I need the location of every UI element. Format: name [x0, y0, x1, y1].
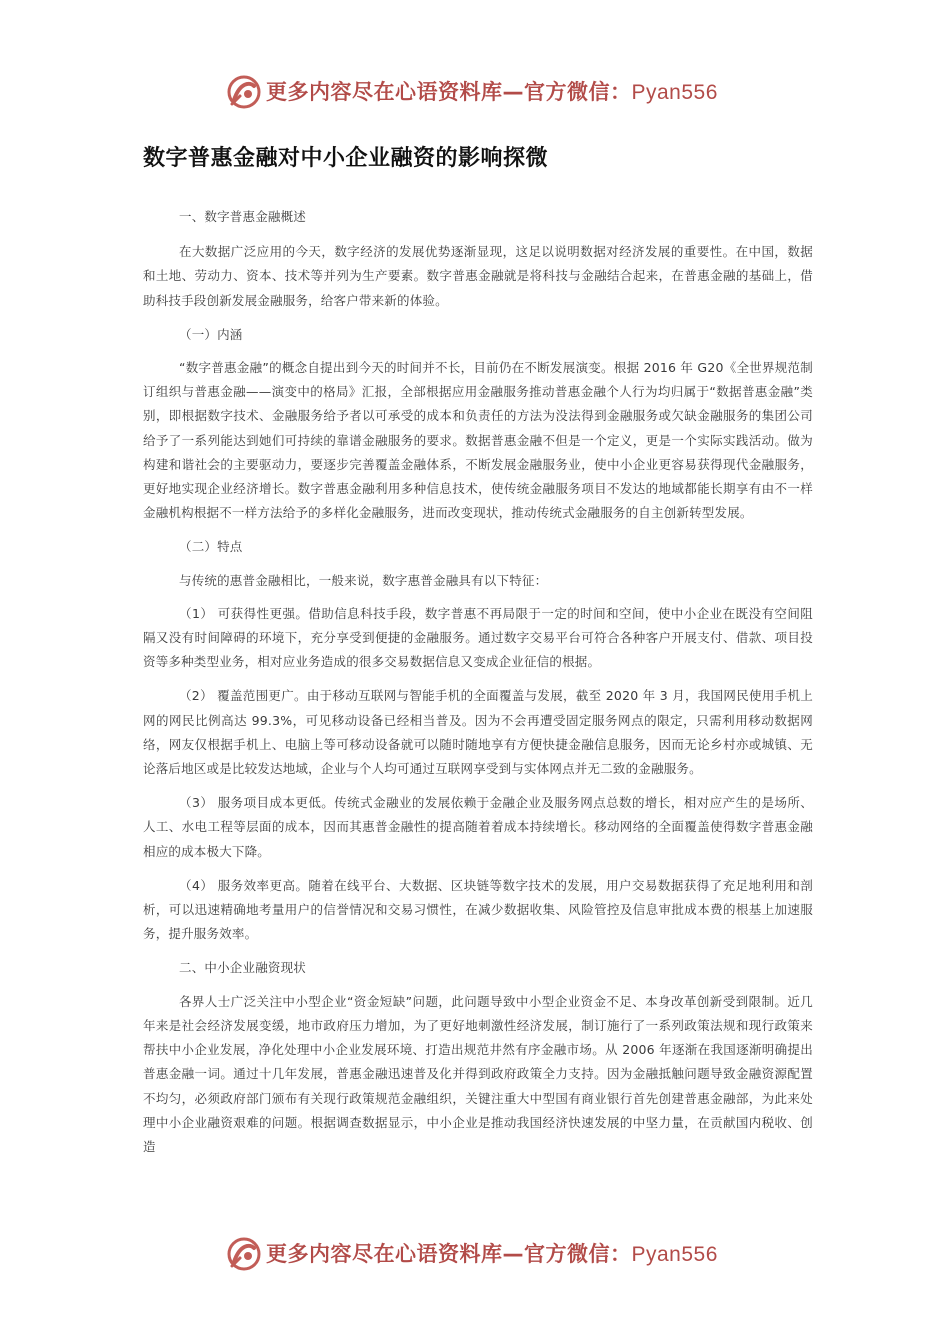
brand-logo-icon — [226, 74, 262, 110]
banner-dash: — — [502, 80, 524, 104]
banner-main-text: 更多内容尽在心语资料库 — [266, 1242, 503, 1266]
paragraph: （4） 服务效率更高。随着在线平台、大数据、区块链等数字技术的发展，用户交易数据获得了充足地利用和剖析，可以迅速精确地考量用户的信誉情况和交易习惯性，在减少数据收集、风险管控及信息审批成本费的根基上加速服务，提升服务效率。 — [143, 877, 813, 942]
banner-wechat-label: 官方微信： — [524, 1242, 632, 1266]
document-title: 数字普惠金融对中小企业融资的影响探微 — [143, 146, 549, 171]
section-heading: （二）特点 — [179, 539, 243, 555]
banner-wechat-id: Pyan556 — [631, 81, 718, 104]
document-body — [143, 205, 813, 1159]
brand-logo-icon — [226, 1236, 262, 1272]
banner-wechat-id: Pyan556 — [631, 1243, 718, 1266]
section-heading: 二、中小企业融资现状 — [179, 960, 307, 976]
banner-wechat-label: 官方微信： — [524, 80, 632, 104]
paragraph: 各界人士广泛关注中小型企业“资金短缺”问题，此问题导致中小型企业资金不足、本身改革创新受到限制。近几年来是社会经济发展变缓，地市政府压力增加，为了更好地刺激性经济发展，制订施行了一系列政策法规和现行政策来帮扶中小企业发展，净化处理中小企业发展环境、打造出规范井然有序金融市场。从 2006 年逐渐在我国逐渐明确提出普惠金融一词。通过十几年发展，普惠金融迅速普及化并得到政府政策全力支持。因为金融抵触问题导致金融资源配置不均匀，必须政府部门颁布有关现行政策规范金融组织，关键注重大中型国有商业银行首先创建普惠金融部，为此来处理中小企业融资艰难的问题。根据调查数据显示，中小企业是推动我国经济快速发展的中坚力量，在贡献国内税收、创造 — [143, 993, 813, 1154]
paragraph: （1） 可获得性更强。借助信息科技手段，数字普惠不再局限于一定的时间和空间，使中小企业在既没有空间阻隔又没有时间障碍的环境下，充分享受到便捷的金融服务。通过数字交易平台可符合各种客户开展支付、借款、项目投资等多种类型业务，相对应业务造成的很多交易数据信息又变成企业征信的根据。 — [143, 605, 813, 670]
banner-main-text: 更多内容尽在心语资料库 — [266, 80, 503, 104]
section-heading: 一、数字普惠金融概述 — [179, 209, 307, 224]
banner-text — [266, 76, 718, 106]
paragraph: （2） 覆盖范围更广。由于移动互联网与智能手机的全面覆盖与发展，截至 2020 年 3 月，我国网民使用手机上网的网民比例高达 99.3%，可见移动设备已经相当普及。因为不会再遭受固定服务网点的限定，只需利用移动数据网络，网友仅根据手机上、电脑上等可移动设备就可以随时随地享有方便快捷金融信息服务，因而无论乡村亦或城镇、无论落后地区或是比较发达地域，企业与个人均可通过互联网享受到与实体网点并无二致的金融服务。 — [143, 688, 813, 777]
banner-dash: — — [502, 1242, 524, 1266]
banner-text — [266, 1238, 718, 1268]
paragraph: （3） 服务项目成本更低。传统式金融业的发展依赖于金融企业及服务网点总数的增长，相对应产生的是场所、人工、水电工程等层面的成本，因而其惠普金融性的提高随着着成本持续增长。移动网络的全面覆盖使得数字普惠金融相应的成本极大下降。 — [143, 795, 813, 859]
footer-banner — [0, 1232, 950, 1276]
section-intro: 与传统的惠普金融相比，一般来说，数字惠普金融具有以下特征： — [179, 572, 548, 588]
paragraph: 在大数据广泛应用的今天，数字经济的发展优势逐渐显现，这足以说明数据对经济发展的重要性。在中国，数据和土地、劳动力、资本、技术等并列为生产要素。数字普惠金融就是将科技与金融结合起来，在普惠金融的基础上，借助科技手段创新发展金融服务，给客户带来新的体验。 — [143, 244, 813, 308]
section-heading: （一）内涵 — [179, 326, 243, 342]
header-banner — [0, 70, 950, 114]
paragraph: “数字普惠金融”的概念自提出到今天的时间并不长，目前仍在不断发展演变。根据 2016 年 G20《全世界规范制订组织与普惠金融——演变中的格局》汇报，全部根据应用金融服务推动普惠金融个人行为均归属于“数据普惠金融”类别，即根据数字技术、金融服务给予者以可承受的成本和负责任的方法为没法得到金融服务或欠缺金融服务的集团公司给予了一系列能达到她们可持续的靠谱金融服务的要求。数据普惠金融不但是一个定义，更是一个实际实践活动。做为构建和谐社会的主要驱动力，要逐步完善覆盖金融体系，不断发展金融服务业，使中小企业更容易获得现代金融服务，更好地实现企业经济增长。数字普惠金融利用多种信息技术，使传统金融服务项目不发达的地域都能长期享有由不一样金融机构根据不一样方法给予的多样化金融服务，进而改变现状，推动传统式金融服务的自主创新转型发展。 — [143, 360, 813, 521]
